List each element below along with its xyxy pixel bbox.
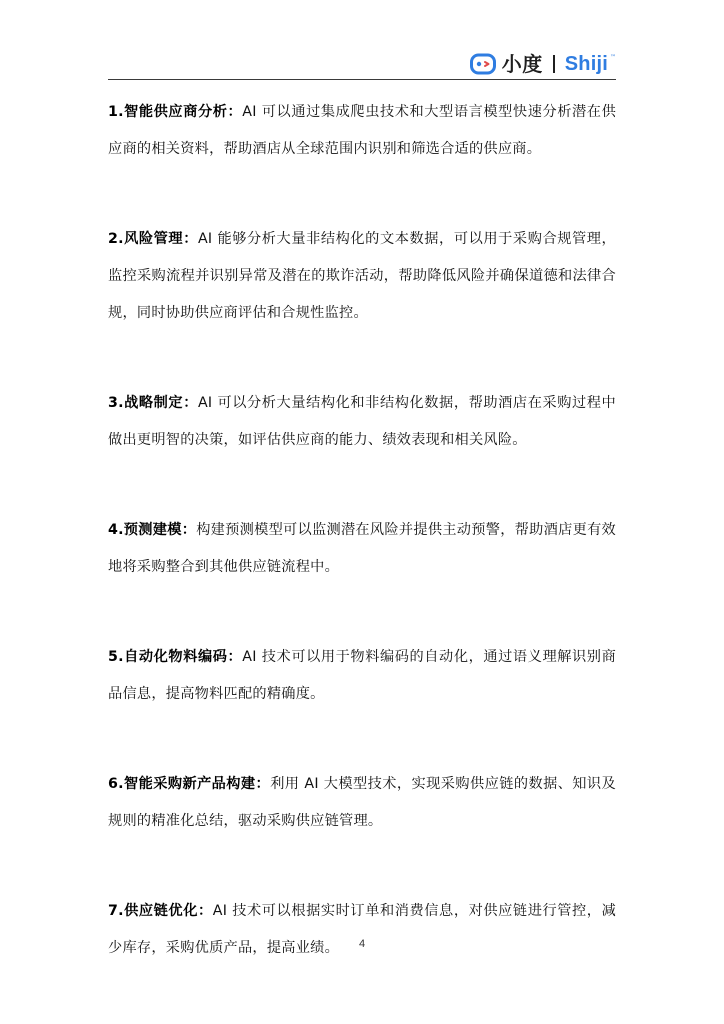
item-text: AI 技术可以用于物料编码的自动化，通过语义理解识别商品信息，提高物料匹配的精确度。 — [108, 649, 617, 702]
item-heading: 7.供应链优化： — [108, 903, 213, 919]
xiaodu-robot-face-icon — [470, 53, 496, 75]
list-item-smart-procurement — [108, 766, 616, 840]
list-item-strategy — [108, 385, 616, 459]
brand-name-en: Shiji — [564, 53, 608, 75]
item-heading: 5.自动化物料编码： — [108, 649, 243, 665]
item-heading: 2.风险管理： — [108, 231, 198, 247]
page-header — [0, 0, 724, 80]
header-rule — [108, 79, 616, 80]
item-heading: 6.智能采购新产品构建： — [108, 776, 271, 792]
item-text: 利用 AI 大模型技术，实现采购供应链的数据、知识及规则的精准化总结，驱动采购供应链管理。 — [108, 776, 616, 829]
list-item-predictive-modeling — [108, 512, 616, 586]
item-heading: 1.智能供应商分析： — [108, 104, 243, 120]
page-number: 4 — [358, 938, 366, 950]
list-item-supplier-analysis — [108, 94, 616, 168]
brand-separator — [553, 55, 555, 73]
item-text: AI 可以通过集成爬虫技术和大型语言模型快速分析潜在供应商的相关资料，帮助酒店从全球范围内识别和筛选合适的供应商。 — [108, 104, 617, 157]
list-item-risk-management — [108, 221, 616, 332]
document-body — [108, 94, 616, 1020]
brand-logo — [470, 50, 616, 78]
item-text: AI 能够分析大量非结构化的文本数据，可以用于采购合规管理，监控采购流程并识别异常及潜在的欺诈活动，帮助降低风险并确保道德和法律合规，同时协助供应商评估和合规性监控。 — [108, 231, 616, 321]
list-item-material-coding — [108, 639, 616, 713]
item-text: AI 技术可以根据实时订单和消费信息，对供应链进行管控，减少库存，采购优质产品，提高业绩。 — [108, 903, 617, 956]
item-text: AI 可以分析大量结构化和非结构化数据，帮助酒店在采购过程中做出更明智的决策，如评估供应商的能力、绩效表现和相关风险。 — [108, 395, 616, 448]
list-item-supply-chain-optimization — [108, 893, 616, 967]
item-text: 构建预测模型可以监测潜在风险并提供主动预警，帮助酒店更有效地将采购整合到其他供应链流程中。 — [108, 522, 616, 575]
trademark-mark: ™ — [610, 54, 616, 61]
item-heading: 3.战略制定： — [108, 395, 198, 411]
brand-name-cn: 小度 — [501, 52, 543, 76]
item-heading: 4.预测建模： — [108, 522, 197, 538]
